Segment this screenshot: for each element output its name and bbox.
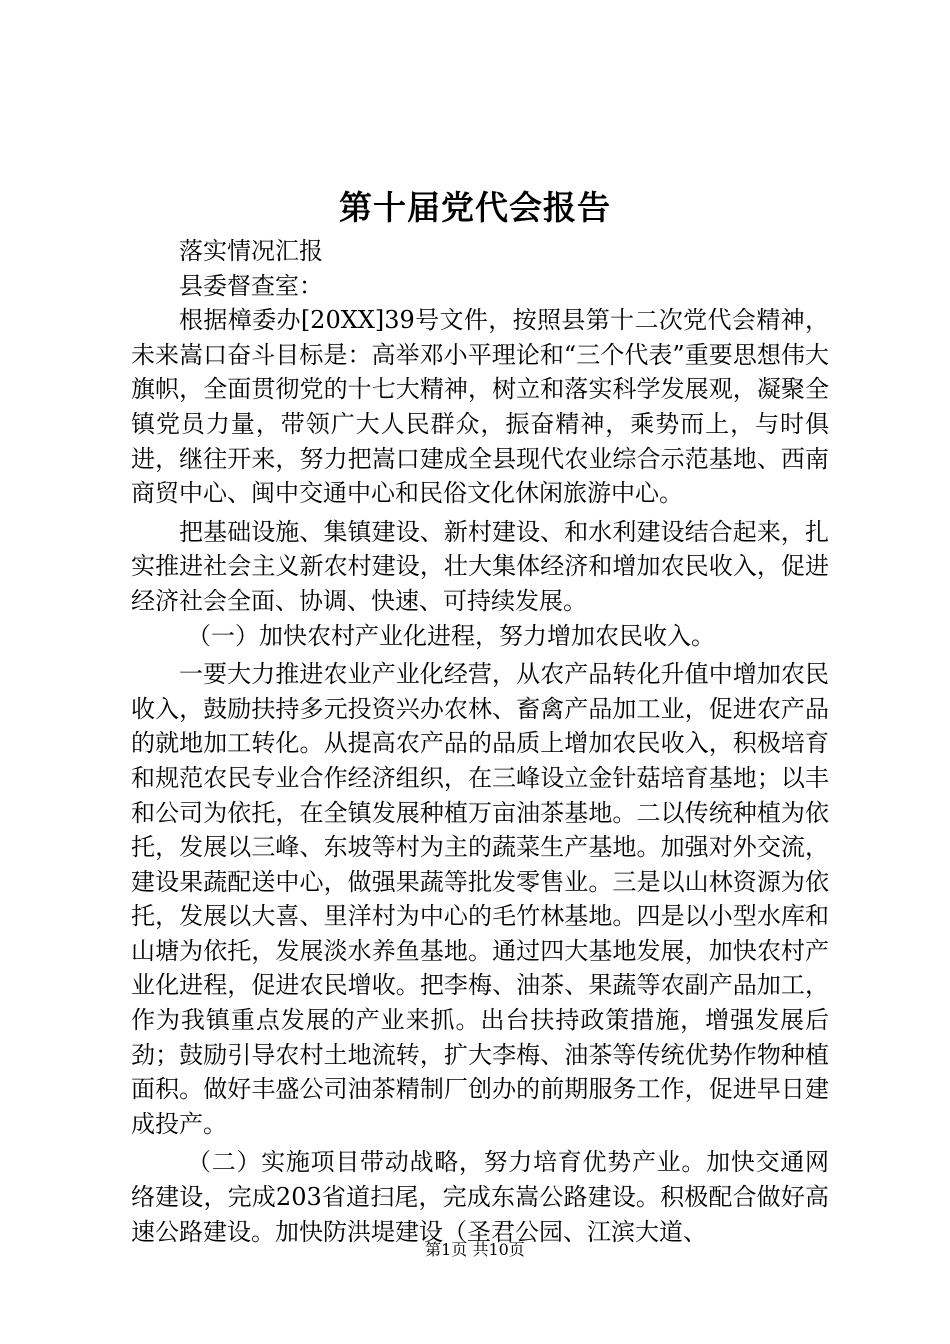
paragraph-addressee: 县委督查室：: [179, 271, 323, 300]
paragraph-integration: 把基础设施、集镇建设、新村建设、和水利建设结合起来，扎实推进社会主义新农村建设，壮大集体经济和增加农民收入，促进经济社会全面、协调、快速、可持续发展。: [131, 517, 829, 615]
page-title: 第十届党代会报告: [339, 188, 611, 227]
paragraph-projects: （二）实施项目带动战略，努力培育优势产业。加快交通网络建设，完成203省道扫尾，完成东嵩公路建设。积极配合做好高速公路建设。加快防洪堤建设（圣君公园、江滨大道、: [131, 1148, 829, 1246]
section-heading-1: （一）加快农村产业化进程，努力增加农民收入。: [187, 621, 715, 650]
page-number: 第1页 共10页: [425, 1240, 525, 1259]
paragraph-agriculture: 一要大力推进农业产业化经营，从农产品转化升值中增加农民收入，鼓励扶持多元投资兴办农林、畜禽产品加工业，促进农产品的就地加工转化。从提高农产品的品质上增加农民收入，积极培育和规范农民专业合作经济组织，在三峰设立金针菇培育基地；以丰和公司为依托，在全镇发展种植万亩油茶基地。二以传统种植为依托，发展以三峰、东坡等村为主的蔬菜生产基地。加强对外交流，建设果蔬配送中心，做强果蔬等批发零售业。三是以山林资源为依托，发展以大喜、里洋村为中心的毛竹林基地。四是以小型水库和山塘为依托，发展淡水养鱼基地。通过四大基地发展，加快农村产业化进程，促进农民增收。把李梅、油茶、果蔬等农副产品加工，作为我镇重点发展的产业来抓。出台扶持政策措施，增强发展后劲；鼓励引导农村土地流转，扩大李梅、油茶等传统优势作物种植面积。做好丰盛公司油茶精制厂创办的前期服务工作，促进早日建成投产。: [131, 660, 829, 1138]
paragraph-subtitle: 落实情况汇报: [179, 237, 323, 265]
document-body: [131, 234, 829, 1249]
paragraph-goals: 根据樟委办[20XX]39号文件，按照县第十二次党代会精神，未来嵩口奋斗目标是：高举邓小平理论和“三个代表”重要思想伟大旗帜，全面贯彻党的十七大精神，树立和落实科学发展观，凝聚全镇党员力量，带领广大人民群众，振奋精神，乘势而上，与时俱进，继往开来，努力把嵩口建成全县现代农业综合示范基地、西南商贸中心、闽中交通中心和民俗文化休闲旅游中心。: [131, 306, 829, 508]
